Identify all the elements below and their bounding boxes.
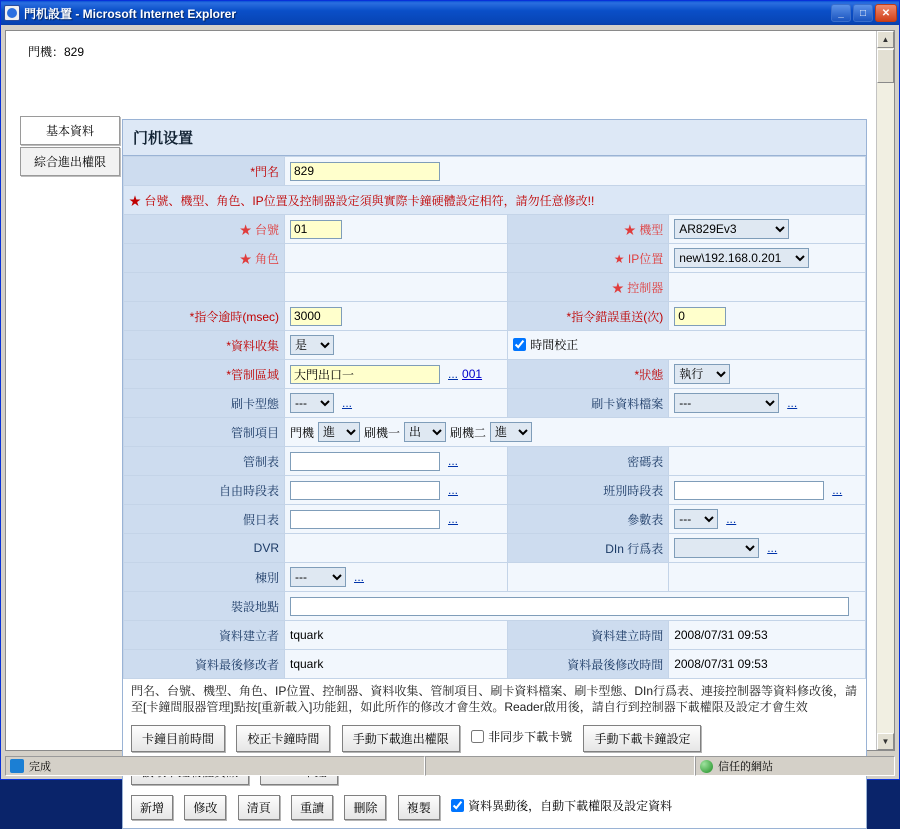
free-time-picker-icon[interactable]: ... — [448, 483, 459, 497]
tab-list — [20, 116, 120, 178]
status-right — [695, 756, 895, 776]
window-controls — [831, 4, 897, 22]
retry-label: *指令錯誤重送(次) — [508, 302, 669, 331]
edit-button[interactable]: 修改 — [184, 795, 226, 820]
row-station-model — [124, 215, 866, 244]
install-cell — [285, 592, 866, 621]
model-label: ★ 機型 — [508, 215, 669, 244]
maximize-button[interactable]: □ — [853, 4, 873, 22]
password-table-cell — [669, 447, 866, 476]
page-status-icon — [10, 759, 24, 773]
modified-by-label: 資料最後修改者 — [124, 650, 285, 679]
building-label: 棟別 — [124, 563, 285, 592]
async-download-wrap — [471, 728, 572, 745]
panel-title: 门机设置 — [123, 120, 866, 156]
control-table-input[interactable] — [290, 452, 440, 471]
blank-cell-1 — [285, 273, 508, 302]
retry-input[interactable] — [674, 307, 726, 326]
control-table-picker-icon[interactable]: ... — [448, 454, 459, 468]
area-picker-icon[interactable]: ... — [448, 367, 459, 381]
ip-label: ★ IP位置 — [508, 244, 669, 273]
timeout-label: *指令逾時(msec) — [124, 302, 285, 331]
async-download-checkbox[interactable] — [471, 730, 484, 743]
row-holiday-param — [124, 505, 866, 534]
row-created — [124, 621, 866, 650]
control-reader2-label: 刷機二 — [450, 425, 487, 440]
building-select[interactable] — [290, 567, 346, 587]
row-role-ip — [124, 244, 866, 273]
din-label: DIn 行爲表 — [508, 534, 669, 563]
hardware-warning-text: ★ 台號、機型、角色、IP位置及控制器設定須與實際卡鐘硬體設定相符，請勿任意修改!! — [124, 186, 866, 215]
created-time-label: 資料建立時間 — [508, 621, 669, 650]
timeout-cell — [285, 302, 508, 331]
status-text: 完成 — [29, 761, 51, 773]
free-time-cell — [285, 476, 508, 505]
shift-time-picker-icon[interactable]: ... — [832, 483, 843, 497]
trusted-sites-icon — [700, 760, 713, 773]
station-input[interactable] — [290, 220, 342, 239]
copy-button[interactable]: 複製 — [398, 795, 440, 820]
control-item-label: 管制項目 — [124, 418, 285, 447]
scroll-down-icon[interactable]: ▼ — [877, 733, 894, 750]
card-type-cell — [285, 389, 508, 418]
din-cell — [669, 534, 866, 563]
row-controltable-password — [124, 447, 866, 476]
install-label: 裝設地點 — [124, 592, 285, 621]
door-name-cell — [285, 157, 866, 186]
shift-time-cell — [669, 476, 866, 505]
created-by-label: 資料建立者 — [124, 621, 285, 650]
auto-download-label: 資料異動後，自動下載權限及設定資料 — [468, 799, 673, 813]
card-type-select[interactable] — [290, 393, 334, 413]
clear-button[interactable]: 清頁 — [238, 795, 280, 820]
model-select[interactable] — [674, 219, 789, 239]
dvr-label: DVR — [124, 534, 285, 563]
retry-cell — [669, 302, 866, 331]
time-sync-checkbox-wrap — [513, 336, 578, 353]
controller-label: ★ 控制器 — [508, 273, 669, 302]
area-input[interactable] — [290, 365, 440, 384]
door-name-input[interactable] — [290, 162, 440, 181]
window-title: 門机設置 - Microsoft Internet Explorer — [24, 6, 237, 21]
ip-cell — [669, 244, 866, 273]
control-table-cell — [285, 447, 508, 476]
auto-download-checkbox[interactable] — [451, 799, 464, 812]
reload-button[interactable]: 重讀 — [291, 795, 333, 820]
card-file-label: 刷卡資料檔案 — [508, 389, 669, 418]
row-controller — [124, 273, 866, 302]
param-table-picker-icon[interactable]: ... — [726, 512, 737, 526]
row-door-name — [124, 157, 866, 186]
status-middle — [425, 756, 695, 776]
holiday-cell — [285, 505, 508, 534]
building-blank-cell-1 — [508, 563, 669, 592]
download-access-rights-button[interactable]: 手動下載進出權限 — [342, 725, 460, 752]
station-cell — [285, 215, 508, 244]
control-reader1-label: 刷機一 — [364, 425, 401, 440]
status-select[interactable] — [674, 364, 730, 384]
row-area-status — [124, 360, 866, 389]
status-left — [5, 756, 425, 776]
param-table-label: 參數表 — [508, 505, 669, 534]
holiday-input[interactable] — [290, 510, 440, 529]
holiday-picker-icon[interactable]: ... — [448, 512, 459, 526]
param-table-select[interactable] — [674, 509, 718, 529]
collect-cell — [285, 331, 508, 360]
tab-access-rights[interactable]: 綜合進出權限 — [20, 147, 120, 176]
card-type-label: 刷卡型態 — [124, 389, 285, 418]
param-table-cell — [669, 505, 866, 534]
free-time-label: 自由時段表 — [124, 476, 285, 505]
modified-time-cell: 2008/07/31 09:53 — [669, 650, 866, 679]
form-note: 門名、台號、機型、角色、IP位置、控制器、資料收集、管制項目、刷卡資料檔案、刷卡型態、DIn行爲表、連接控制器等資料修改後，請至[卡鐘間服器管理]點按[重新載入]功能鈕，如此所作的修改才會生效。Reader啟用後，請自行到控制器下載權限及設定才會生效 — [123, 679, 866, 719]
minimize-button[interactable]: _ — [831, 4, 851, 22]
created-by-cell: tquark — [285, 621, 508, 650]
title-bar — [1, 1, 899, 25]
free-time-input[interactable] — [290, 481, 440, 500]
row-install-location — [124, 592, 866, 621]
control-reader2-select[interactable] — [490, 422, 532, 442]
auto-download-wrap — [451, 797, 672, 814]
main-form — [123, 156, 866, 679]
card-file-picker-icon[interactable]: ... — [787, 396, 798, 410]
time-sync-label: 時間校正 — [530, 338, 579, 352]
time-sync-checkbox[interactable] — [513, 338, 526, 351]
area-code-link[interactable]: 001 — [462, 367, 483, 381]
status-label: *狀態 — [508, 360, 669, 389]
created-time-cell: 2008/07/31 09:53 — [669, 621, 866, 650]
install-input[interactable] — [290, 597, 849, 616]
status-cell — [669, 360, 866, 389]
delete-button[interactable]: 刪除 — [344, 795, 386, 820]
card-file-select[interactable] — [674, 393, 779, 413]
close-button[interactable]: ✕ — [875, 4, 897, 22]
control-reader1-select[interactable] — [404, 422, 446, 442]
status-bar — [5, 756, 895, 776]
device-action-bar — [123, 719, 866, 758]
collect-label: *資料收集 — [124, 331, 285, 360]
add-button[interactable]: 新增 — [131, 795, 173, 820]
row-modified — [124, 650, 866, 679]
card-file-cell — [669, 389, 866, 418]
scroll-up-icon[interactable]: ▲ — [877, 31, 894, 48]
control-table-label: 管制表 — [124, 447, 285, 476]
row-dvr-din — [124, 534, 866, 563]
row-timeout-retry — [124, 302, 866, 331]
crud-action-bar — [123, 791, 866, 828]
collect-select[interactable] — [290, 335, 334, 355]
download-clock-settings-button[interactable]: 手動下載卡鐘設定 — [583, 725, 701, 752]
building-cell — [285, 563, 508, 592]
door-name-label: *門名 — [124, 157, 285, 186]
tab-basic-info[interactable]: 基本資料 — [20, 116, 120, 145]
building-blank-cell-2 — [669, 563, 866, 592]
vertical-scrollbar[interactable] — [876, 31, 894, 750]
row-cardtype-cardfile — [124, 389, 866, 418]
blank-label-1 — [124, 273, 285, 302]
shift-time-input[interactable] — [674, 481, 824, 500]
ie-app-icon — [4, 5, 20, 21]
row-warning — [124, 186, 866, 215]
din-picker-icon[interactable]: ... — [767, 541, 778, 555]
row-collect-timesync — [124, 331, 866, 360]
station-label: ★ 台號 — [124, 215, 285, 244]
sync-clock-time-button[interactable]: 校正卡鐘時間 — [236, 725, 330, 752]
control-door-label: 門機 — [290, 425, 315, 440]
modified-time-label: 資料最後修改時間 — [508, 650, 669, 679]
model-cell — [669, 215, 866, 244]
password-table-label: 密碼表 — [508, 447, 669, 476]
row-freetime-shift — [124, 476, 866, 505]
role-label: ★ 角色 — [124, 244, 285, 273]
row-building — [124, 563, 866, 592]
controller-cell — [669, 273, 866, 302]
modified-by-cell: tquark — [285, 650, 508, 679]
dvr-cell — [285, 534, 508, 563]
control-item-cell — [285, 418, 866, 447]
row-control-item — [124, 418, 866, 447]
shift-time-label: 班別時段表 — [508, 476, 669, 505]
timesync-cell — [508, 331, 866, 360]
role-cell — [285, 244, 508, 273]
card-type-picker-icon[interactable]: ... — [342, 396, 353, 410]
async-download-label: 非同步下載卡號 — [488, 730, 573, 744]
window-client-area — [1, 26, 899, 815]
breadcrumb: 門機：829 — [28, 45, 85, 59]
area-label: *管制區域 — [124, 360, 285, 389]
area-cell — [285, 360, 508, 389]
ip-select[interactable] — [674, 248, 809, 268]
holiday-label: 假日表 — [124, 505, 285, 534]
form-panel — [122, 119, 867, 829]
current-clock-time-button[interactable]: 卡鐘目前時間 — [131, 725, 225, 752]
control-door-select[interactable] — [318, 422, 360, 442]
din-select[interactable] — [674, 538, 759, 558]
scroll-thumb[interactable] — [877, 49, 894, 83]
building-picker-icon[interactable]: ... — [354, 570, 365, 584]
security-zone-text: 信任的網站 — [718, 761, 773, 773]
timeout-input[interactable] — [290, 307, 342, 326]
